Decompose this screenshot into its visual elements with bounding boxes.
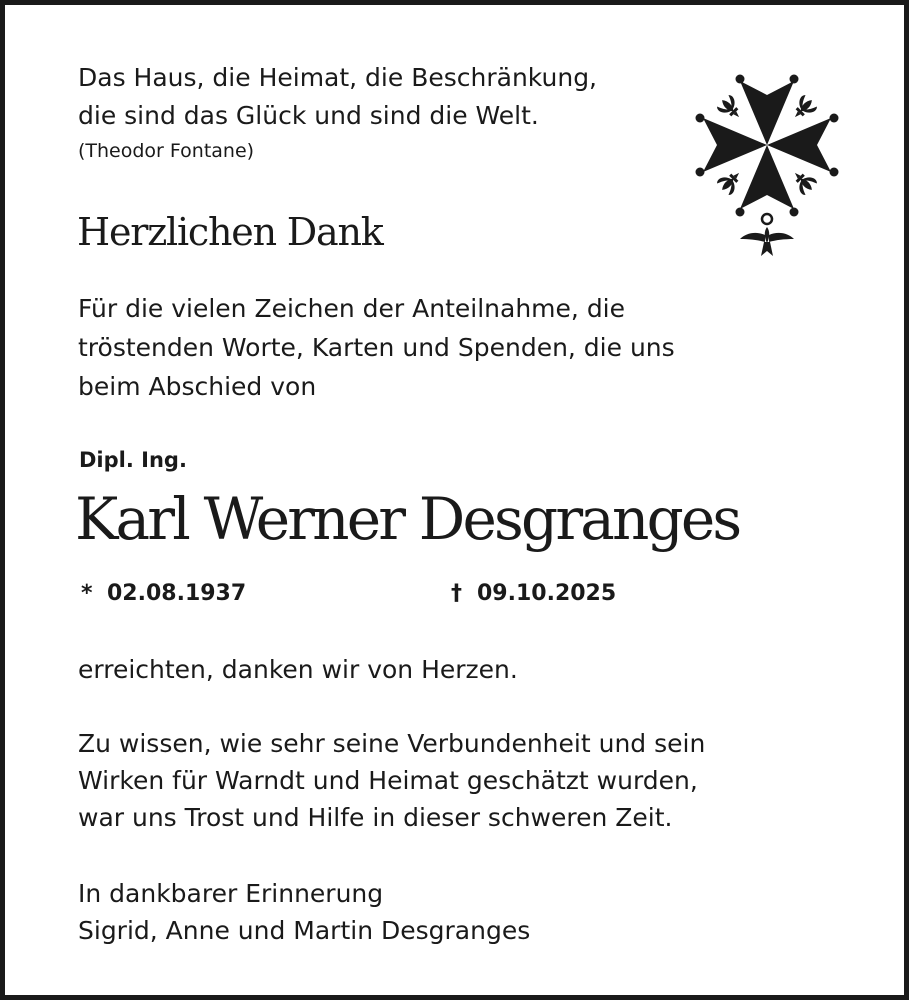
signature-names: Sigrid, Anne und Martin Desgranges <box>78 916 531 945</box>
death-symbol: † <box>451 581 462 606</box>
paragraph-line-3: war uns Trost und Hilfe in dieser schweren Zeit. <box>78 803 673 832</box>
huguenot-cross-icon <box>684 67 850 265</box>
academic-title: Dipl. Ing. <box>79 448 187 472</box>
death-date <box>451 578 616 610</box>
paragraph-line-1: Zu wissen, wie sehr seine Verbundenheit und sein <box>78 729 706 758</box>
heading: Herzlichen Dank <box>77 210 383 254</box>
birth-date <box>81 578 246 610</box>
birth-date-value: 02.08.1937 <box>107 581 247 606</box>
intro-line-3: beim Abschied von <box>78 372 317 401</box>
quote-author: (Theodor Fontane) <box>78 140 255 162</box>
death-date-value: 09.10.2025 <box>477 581 617 606</box>
quote-line-2: die sind das Glück und sind die Welt. <box>78 101 539 130</box>
deceased-name: Karl Werner Desgranges <box>75 485 740 553</box>
intro-line-2: tröstenden Worte, Karten und Spenden, die uns <box>78 333 675 362</box>
thanks-line: erreichten, danken wir von Herzen. <box>78 655 518 684</box>
signature-closing: In dankbarer Erinnerung <box>78 879 384 908</box>
paragraph-line-2: Wirken für Warndt und Heimat geschätzt wurden, <box>78 766 698 795</box>
birth-symbol: * <box>81 581 93 606</box>
quote-line-1: Das Haus, die Heimat, die Beschränkung, <box>78 63 598 92</box>
intro-line-1: Für die vielen Zeichen der Anteilnahme, die <box>78 294 626 323</box>
